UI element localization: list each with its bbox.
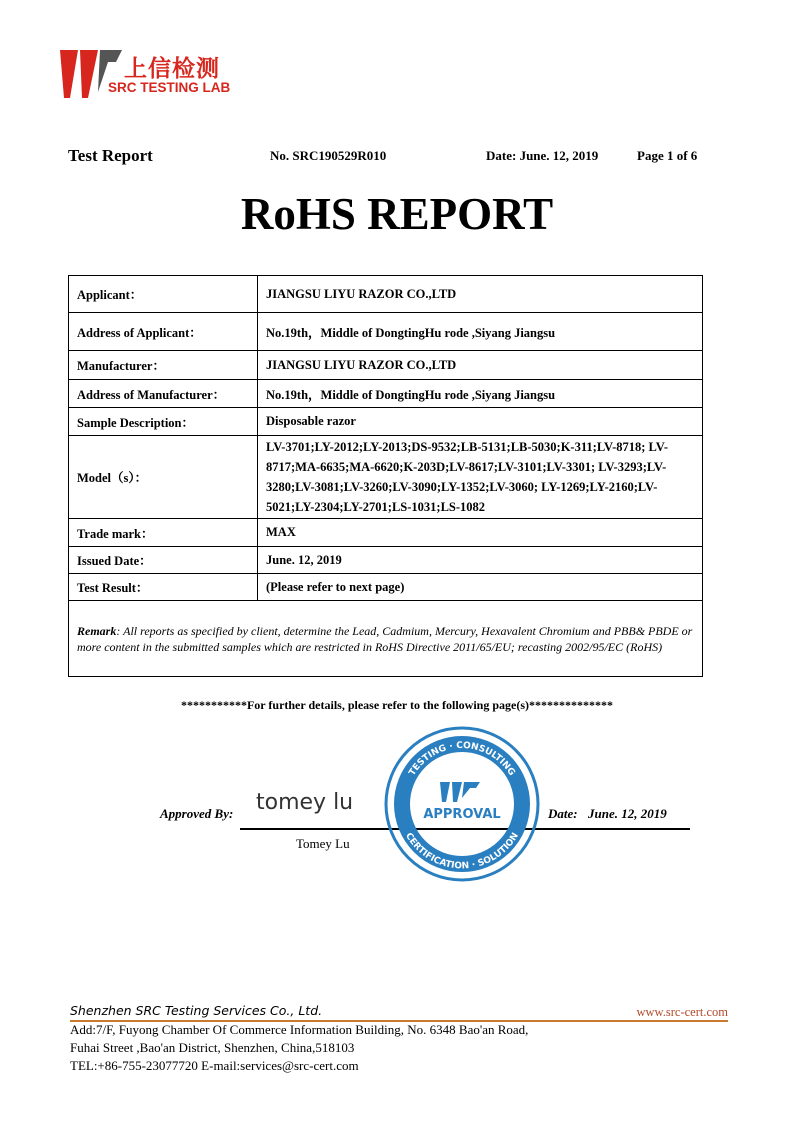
row-value: MAX bbox=[258, 519, 703, 547]
signature: tomey lu bbox=[256, 790, 354, 815]
row-value: Disposable razor bbox=[258, 408, 703, 436]
row-value: No.19th，Middle of DongtingHu rode ,Siyang Jiangsu bbox=[258, 313, 703, 351]
remark-text: : All reports as specified by client, determine the Lead, Cadmium, Mercury, Hexavalent Chromium and PBB& PBDE or more content in the submitted samples which are restricted in RoHS Directive 2011/65/EU; recasting 2002/95/EC (RoHS) bbox=[77, 623, 693, 654]
row-label: Address of Applicant： bbox=[69, 313, 258, 351]
doc-type: Test Report bbox=[68, 146, 153, 165]
row-value: No.19th，Middle of DongtingHu rode ,Siyang Jiangsu bbox=[258, 380, 703, 408]
page-title: RoHS REPORT bbox=[240, 189, 554, 239]
logo-english: SRC TESTING LAB bbox=[108, 80, 231, 95]
row-label: Address of Manufacturer： bbox=[69, 380, 258, 408]
row-label: Test Result： bbox=[69, 574, 258, 601]
table-row bbox=[69, 574, 703, 601]
row-value: (Please refer to next page) bbox=[258, 574, 703, 601]
report-info-table bbox=[68, 275, 703, 677]
footer-address-2: Fuhai Street ,Bao'an District, Shenzhen, China,518103 bbox=[70, 1040, 355, 1055]
row-value: LV-3701;LY-2012;LY-2013;DS-9532;LB-5131;LB-5030;K-311;LV-8718; LV-8717;MA-6635;MA-6620;K-203D;LV-8617;LV-3101;LV-3301; LV-3293;LV-3280;LV-3081;LV-3260;LV-3090;LY-1352;LV-3060; LY-1269;LY-2160;LV-5021;LY-2304;LY-2701;LS-1031;LS-1082 bbox=[258, 436, 703, 519]
row-label: Sample Description： bbox=[69, 408, 258, 436]
table-row bbox=[69, 276, 703, 313]
logo-chinese: 上信检测 bbox=[124, 56, 220, 82]
approved-by-label: Approved By: bbox=[160, 806, 234, 821]
table-row bbox=[69, 408, 703, 436]
table-row bbox=[69, 313, 703, 351]
footer-company: Shenzhen SRC Testing Services Co., Ltd. bbox=[70, 1003, 323, 1018]
row-value: JIANGSU LIYU RAZOR CO.,LTD bbox=[258, 351, 703, 380]
report-number: No. SRC190529R010 bbox=[270, 148, 387, 163]
table-row bbox=[69, 380, 703, 408]
row-label: Manufacturer： bbox=[69, 351, 258, 380]
table-row bbox=[69, 547, 703, 574]
footer-website-link[interactable]: www.src-cert.com bbox=[636, 1005, 728, 1019]
row-value: JIANGSU LIYU RAZOR CO.,LTD bbox=[258, 276, 703, 313]
table-row bbox=[69, 351, 703, 380]
remark-row bbox=[69, 601, 703, 677]
table-row bbox=[69, 519, 703, 547]
svg-text:APPROVAL: APPROVAL bbox=[423, 807, 501, 822]
date-label: Date: bbox=[548, 806, 578, 821]
remark-label: Remark bbox=[77, 623, 117, 638]
svg-text:TESTING · CONSULTING: TESTING · CONSULTING bbox=[407, 740, 517, 778]
page-number: Page 1 of 6 bbox=[637, 148, 698, 163]
table-row bbox=[69, 436, 703, 519]
approval-stamp-icon bbox=[382, 724, 542, 884]
footer-contact: TEL:+86-755-23077720 E-mail:services@src-cert.com bbox=[70, 1058, 359, 1073]
signer-name: Tomey Lu bbox=[296, 836, 350, 851]
row-label: Issued Date： bbox=[69, 547, 258, 574]
row-label: Trade mark： bbox=[69, 519, 258, 547]
row-value: June. 12, 2019 bbox=[258, 547, 703, 574]
svg-text:CERTIFICATION · SOLUTION: CERTIFICATION · SOLUTION bbox=[403, 831, 521, 872]
approval-date: June. 12, 2019 bbox=[588, 806, 667, 821]
row-label: Model（s）： bbox=[69, 436, 258, 519]
row-label: Applicant： bbox=[69, 276, 258, 313]
footer-address-1: Add:7/F, Fuyong Chamber Of Commerce Information Building, No. 6348 Bao'an Road, bbox=[70, 1022, 529, 1037]
further-details-note: ***********For further details, please refer to the following page(s)************** bbox=[180, 698, 614, 712]
report-date: Date: June. 12, 2019 bbox=[486, 148, 599, 163]
